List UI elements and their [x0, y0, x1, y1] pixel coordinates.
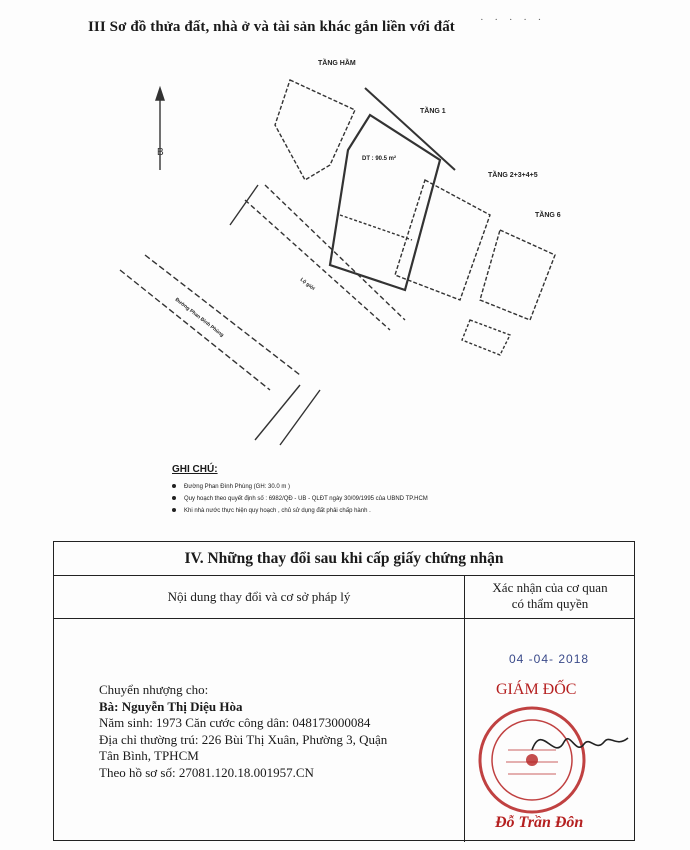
label-area: DT : 90.5 m²: [362, 156, 397, 162]
column-header-content: Nội dung thay đổi và cơ sở pháp lý: [167, 589, 351, 604]
section-iii-title: III Sơ đồ thửa đất, nhà ở và tài sản khác gắn liền với đất: [88, 19, 455, 35]
label-basement: TẦNG HẦM: [318, 60, 356, 67]
confirmation-date: 04 -04- 2018: [509, 652, 590, 666]
column-divider: [464, 576, 465, 842]
director-title: GIÁM ĐỐC: [496, 681, 577, 698]
scan-noise: · · · · ·: [480, 14, 546, 26]
label-street: Đường Phan Đình Phùng: [173, 296, 225, 339]
label-setback: Lộ giới: [298, 276, 316, 292]
column-header-confirmation: Xác nhận của cơ quan có thẩm quyền: [492, 580, 608, 611]
content-line: Theo hồ sơ số: 27081.120.18.001957.CN: [99, 764, 314, 780]
basement-outline: [275, 80, 355, 180]
changes-table: [53, 541, 635, 841]
change-content: [99, 682, 459, 781]
notes-item: Đường Phan Đình Phùng (GH: 30.0 m ): [172, 481, 428, 493]
buyer-name: Bà: Nguyễn Thị Diệu Hòa: [99, 698, 243, 714]
handwritten-signature: [524, 712, 634, 772]
section-iv-title: IV. Những thay đổi sau khi cấp giấy chứng nhận: [54, 542, 634, 576]
label-floor2-5: TẦNG 2+3+4+5: [488, 172, 538, 179]
notes-item: Khi nhà nước thực hiện quy hoạch , chủ sử dụng đất phải chấp hành .: [172, 505, 428, 517]
header-divider: [54, 618, 634, 619]
label-floor1: TẦNG 1: [420, 108, 446, 115]
content-line: Năm sinh: 1973 Căn cước công dân: 048173000084: [99, 715, 371, 730]
signer-name: Đỗ Trần Đôn: [495, 814, 584, 831]
label-floor6: TẦNG 6: [535, 212, 561, 219]
plan-notes: [172, 464, 428, 517]
content-line: Địa chỉ thường trú: 226 Bùi Thị Xuân, Phường 3, Quận: [99, 731, 388, 747]
floor2-5-outline: [395, 180, 490, 300]
floor6-outline: [480, 230, 555, 320]
content-line: Chuyển nhượng cho:: [99, 682, 209, 697]
notes-item: Quy hoạch theo quyết định số : 6982/QĐ - UB - QLĐT ngày 30/09/1995 của UBND TP.HCM: [172, 493, 428, 505]
content-line: Tân Bình, TPHCM: [99, 748, 199, 763]
notes-title: GHI CHÚ:: [172, 464, 218, 475]
compass-label: B: [157, 147, 164, 158]
